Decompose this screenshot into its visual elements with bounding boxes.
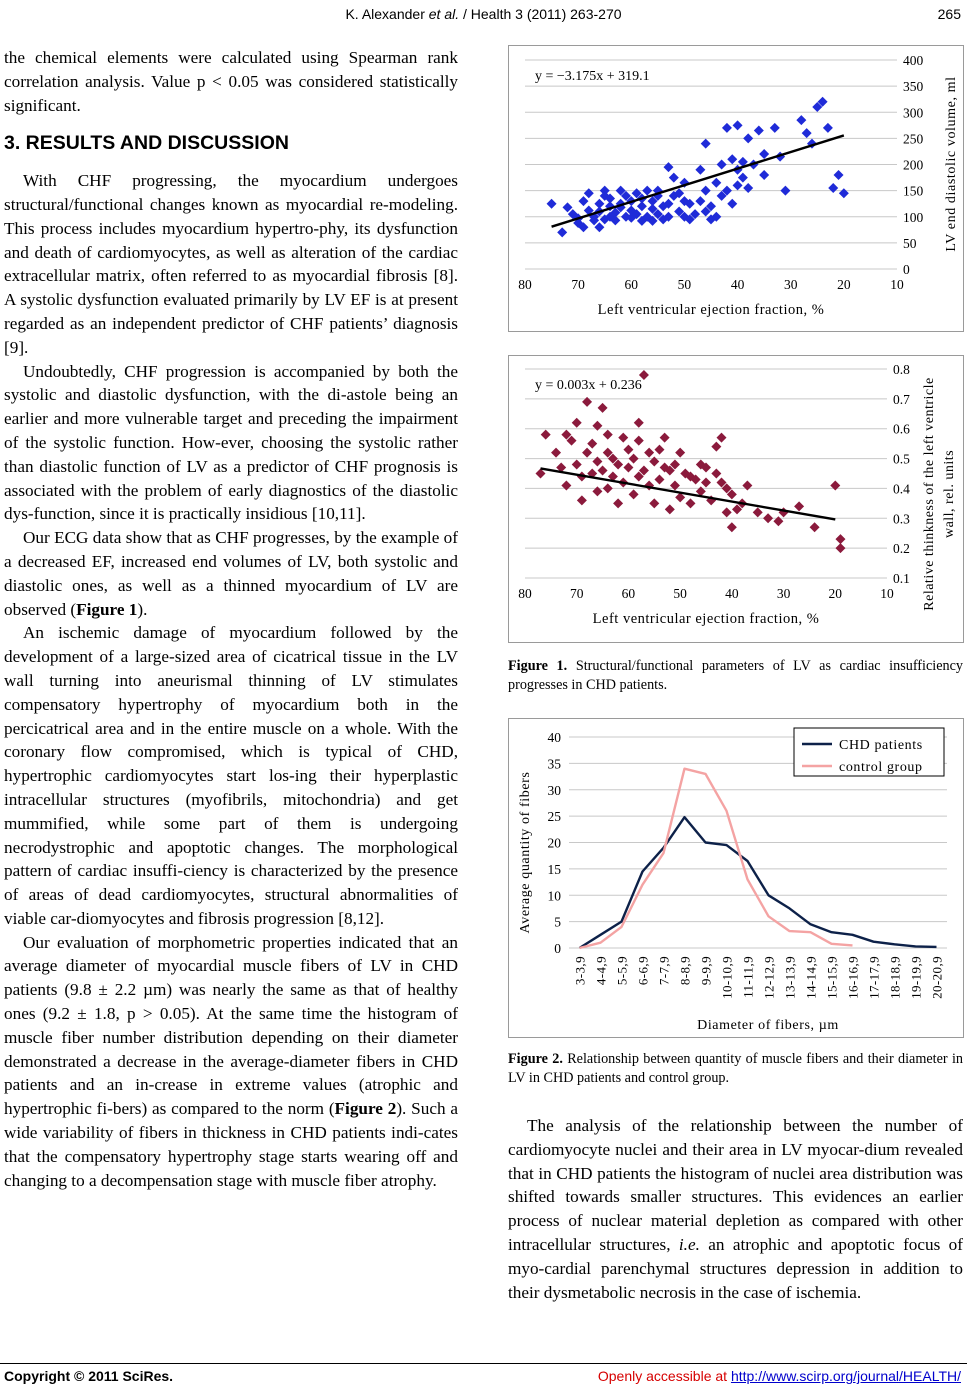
x-tick-label: 15-15,9 bbox=[824, 956, 840, 999]
paragraph bbox=[508, 1114, 963, 1304]
data-point bbox=[634, 418, 644, 428]
x-tick-label: 20 bbox=[828, 586, 843, 601]
figure-reference: Figure 2 bbox=[334, 1099, 397, 1119]
series-line bbox=[580, 817, 937, 948]
legend-label: control group bbox=[839, 760, 923, 775]
data-point bbox=[794, 501, 804, 511]
data-point bbox=[701, 139, 711, 149]
data-point bbox=[711, 442, 721, 452]
y-tick-label: 35 bbox=[547, 756, 561, 772]
data-point bbox=[603, 483, 613, 493]
y-axis-label: wall, rel. units bbox=[942, 449, 957, 539]
data-point bbox=[613, 498, 623, 508]
data-point bbox=[660, 433, 670, 443]
data-point bbox=[634, 436, 644, 446]
data-point bbox=[663, 162, 673, 172]
x-tick-label: 20-20,9 bbox=[929, 956, 945, 999]
data-point bbox=[701, 186, 711, 196]
data-point bbox=[654, 445, 664, 455]
y-tick-label: 20 bbox=[547, 835, 561, 851]
left-column bbox=[4, 46, 458, 1192]
x-axis-label: Left ventricular ejection fraction, % bbox=[592, 611, 820, 627]
trend-equation: y = −3.175x + 319.1 bbox=[535, 69, 650, 84]
data-point bbox=[711, 469, 721, 479]
x-tick-label: 17-17,9 bbox=[866, 956, 882, 999]
data-point bbox=[669, 173, 679, 183]
x-tick-label: 8-8,9 bbox=[677, 956, 693, 986]
data-point bbox=[603, 430, 613, 440]
x-axis-label: Diameter of fibers, µm bbox=[697, 1018, 839, 1033]
data-point bbox=[551, 448, 561, 458]
x-tick-label: 13-13,9 bbox=[782, 956, 798, 999]
y-tick-label: 400 bbox=[903, 53, 924, 68]
y-tick-label: 10 bbox=[547, 888, 561, 904]
x-tick-label: 16-16,9 bbox=[845, 956, 861, 999]
data-point bbox=[780, 186, 790, 196]
data-point bbox=[582, 448, 592, 458]
y-tick-label: 0.2 bbox=[893, 541, 910, 557]
data-point bbox=[561, 480, 571, 490]
x-tick-label: 6-6,9 bbox=[635, 956, 651, 986]
data-point bbox=[649, 457, 659, 467]
data-point bbox=[594, 222, 604, 232]
data-point bbox=[642, 186, 652, 196]
x-tick-label: 10-10,9 bbox=[719, 956, 735, 999]
data-point bbox=[598, 403, 608, 413]
paragraph: Undoubtedly, CHF progression is accompanied by both the systolic and diastolic dysfunction, with the di-astole being an earlier and more vulnerable target and preceding the impairment of the systolic function. How-ever, choosing the systolic rather than diastolic function of LV as a predictor of CHF prognosis is associated with the problem of early diagnostics of the diastolic dys-function, since it is practically insidious [10,11]. bbox=[4, 361, 458, 524]
data-point bbox=[623, 463, 633, 473]
data-point bbox=[547, 199, 557, 209]
data-point bbox=[675, 448, 685, 458]
paragraph-text: The analysis of the relationship between the number of cardiomyocyte nuclei and their area in LV myocar-dium revealed that in CHD patients the histogram of nuclei area distribution was shifted towards smaller structures. This evidences an earlier process of nuclear material depletion as compared with other intracellular structures, bbox=[508, 1116, 963, 1254]
paragraph bbox=[4, 931, 458, 1193]
footer-rule bbox=[0, 1363, 967, 1364]
data-point bbox=[665, 504, 675, 514]
data-point bbox=[717, 160, 727, 170]
caption-label: Figure 2. bbox=[508, 1051, 563, 1067]
caption-text: Structural/functional parameters of LV as cardiac insufficiency progresses in CHD patients. bbox=[508, 658, 963, 693]
data-point bbox=[754, 126, 764, 136]
y-tick-label: 5 bbox=[554, 914, 561, 930]
x-tick-label: 4-4,9 bbox=[593, 956, 609, 986]
data-point bbox=[733, 180, 743, 190]
data-point bbox=[670, 480, 680, 490]
y-axis-label: Relative thinkness of the left ventricle bbox=[922, 377, 937, 611]
y-tick-label: 0 bbox=[554, 941, 561, 956]
data-point bbox=[733, 120, 743, 130]
data-point bbox=[623, 445, 633, 455]
figure-reference: Figure 1 bbox=[76, 599, 138, 619]
paragraph-text: ). Such a wide variability of fibers in thickness in CHD patients indi-cates that the compensatory hypertrophy stage starts wearing off and changing to a decompensation stage with muscle fiber atrophy. bbox=[4, 1099, 458, 1190]
chart-c-svg bbox=[509, 719, 963, 1037]
figure2-caption bbox=[508, 1050, 963, 1088]
y-axis-label: Average quantity of fibers bbox=[518, 771, 533, 934]
paragraph-text: i.e. bbox=[678, 1234, 700, 1254]
page-number: 265 bbox=[937, 6, 961, 22]
data-point bbox=[743, 133, 753, 143]
data-point bbox=[618, 433, 628, 443]
data-point bbox=[722, 123, 732, 133]
y-tick-label: 50 bbox=[903, 235, 917, 251]
paragraph-text: an atrophic and apoptotic focus of myo-cardial parenchymal structures depression in addition to their dysmetabolic necrosis in the case of ischemia. bbox=[508, 1234, 963, 1302]
data-point bbox=[541, 430, 551, 440]
chart-b-svg bbox=[509, 356, 963, 642]
y-tick-label: 150 bbox=[903, 183, 924, 199]
access-text: Openly accessible at bbox=[597, 1368, 731, 1384]
data-point bbox=[839, 188, 849, 198]
data-point bbox=[727, 199, 737, 209]
figure2-chart bbox=[508, 718, 964, 1038]
data-point bbox=[834, 170, 844, 180]
chart-a-svg bbox=[509, 46, 963, 331]
data-point bbox=[557, 227, 567, 237]
data-point bbox=[727, 154, 737, 164]
data-point bbox=[592, 457, 602, 467]
y-tick-label: 100 bbox=[903, 209, 924, 225]
data-point bbox=[711, 178, 721, 188]
data-point bbox=[835, 534, 845, 544]
data-point bbox=[759, 170, 769, 180]
x-tick-label: 10 bbox=[880, 586, 894, 601]
data-point bbox=[592, 421, 602, 431]
paragraph-text: Our ECG data show that as CHF progresses, by the example of a decreased EF, increased end volumes of LV, both systolic and diastolic ones, as well as a thinned myocardium of LV are observed ( bbox=[4, 528, 458, 619]
paragraph bbox=[4, 526, 458, 621]
data-point bbox=[563, 202, 573, 212]
y-tick-label: 0.1 bbox=[893, 571, 910, 586]
y-tick-label: 0.6 bbox=[893, 421, 910, 437]
y-tick-label: 250 bbox=[903, 131, 924, 147]
paragraph: With CHF progressing, the myocardium undergoes structural/functional changes known as myocardial re-modeling. This process includes myocardium hypertro-phy, its dysfunction and death of cardiomyocytes, as well as alteration of the cardiac extracellular matrix, often referred to as myocardial fibrosis [8]. A systolic dysfunction evaluated primarily by LV EF is at present regarded as an independent predictor of CHF patients’ diagnosis [9]. bbox=[4, 171, 458, 357]
data-point bbox=[644, 448, 654, 458]
data-point bbox=[828, 183, 838, 193]
data-point bbox=[738, 173, 748, 183]
data-point bbox=[835, 543, 845, 553]
copyright: Copyright © 2011 SciRes. bbox=[4, 1368, 174, 1384]
data-point bbox=[773, 516, 783, 526]
y-tick-label: 0.5 bbox=[893, 451, 910, 467]
data-point bbox=[598, 466, 608, 476]
data-point bbox=[717, 433, 727, 443]
data-point bbox=[582, 397, 592, 407]
data-point bbox=[695, 165, 705, 175]
y-tick-label: 40 bbox=[547, 730, 561, 745]
data-point bbox=[629, 489, 639, 499]
data-point bbox=[701, 477, 711, 487]
data-point bbox=[584, 188, 594, 198]
y-tick-label: 350 bbox=[903, 79, 924, 95]
caption-text: Relationship between quantity of muscle fibers and their diameter in LV in CHD patients and control group. bbox=[508, 1051, 963, 1086]
x-tick-label: 10 bbox=[890, 277, 904, 292]
x-tick-label: 70 bbox=[571, 277, 585, 292]
y-tick-label: 0.4 bbox=[893, 481, 910, 497]
x-tick-label: 30 bbox=[783, 277, 798, 292]
x-tick-label: 5-5,9 bbox=[614, 956, 630, 986]
x-tick-label: 50 bbox=[677, 277, 692, 292]
x-tick-label: 60 bbox=[624, 277, 639, 292]
paragraph: An ischemic damage of myocardium followed by the development of a large-sized area of cicatrical tissue in the LV wall turning into aneurismal thinning of LV stimulates compensatory hypertrophy of myocardium both in the percicatrical area and in the entire muscle on a whole. With the coronary flow compromised, which is typical of CHD, hypertrophic cardiomyocytes start los-ing their hyperplastic intracellular structures (myofibrils, mitochondria) and get mummified, while some part of them is undergoing necrodystrophic and apoptotic changes. The morphological pattern of cardiac insuffi-ciency is characterized by the presence of areas of dead cardiomyocytes, structural abnormalities of viable car-diomyocytes and fibrosis progression [8,12]. bbox=[4, 623, 458, 928]
figure1-chart-a bbox=[508, 45, 964, 332]
y-tick-label: 30 bbox=[547, 782, 561, 798]
data-point bbox=[577, 495, 587, 505]
figure1-chart-b bbox=[508, 355, 964, 643]
x-axis-label: Left ventricular ejection fraction, % bbox=[597, 302, 825, 318]
y-tick-label: 15 bbox=[547, 861, 561, 877]
data-point bbox=[830, 480, 840, 490]
data-point bbox=[742, 480, 752, 490]
data-point bbox=[727, 522, 737, 532]
trend-equation: y = 0.003x + 0.236 bbox=[535, 378, 642, 393]
data-point bbox=[796, 115, 806, 125]
x-tick-label: 18-18,9 bbox=[887, 956, 903, 999]
data-point bbox=[572, 460, 582, 470]
data-point bbox=[578, 196, 588, 206]
x-tick-label: 50 bbox=[673, 586, 687, 601]
x-tick-label: 40 bbox=[730, 277, 745, 292]
legend-label: CHD patients bbox=[839, 738, 923, 753]
x-tick-label: 40 bbox=[725, 586, 739, 601]
figure1-caption bbox=[508, 657, 963, 695]
y-tick-label: 0.3 bbox=[893, 511, 910, 527]
data-point bbox=[753, 507, 763, 517]
x-tick-label: 19-19,9 bbox=[908, 956, 924, 999]
data-point bbox=[810, 522, 820, 532]
x-tick-label: 30 bbox=[776, 586, 791, 601]
y-tick-label: 200 bbox=[903, 157, 924, 173]
y-tick-label: 0.7 bbox=[893, 391, 910, 407]
x-tick-label: 14-14,9 bbox=[803, 956, 819, 999]
x-tick-label: 3-3,9 bbox=[572, 956, 588, 986]
x-tick-label: 60 bbox=[621, 586, 636, 601]
access-note bbox=[598, 1368, 961, 1384]
right-column bbox=[508, 1114, 963, 1304]
x-tick-label: 11-11,9 bbox=[740, 956, 756, 998]
x-tick-label: 20 bbox=[837, 277, 851, 292]
data-point bbox=[763, 513, 773, 523]
data-point bbox=[685, 498, 695, 508]
header-journal: / Health 3 (2011) 263-270 bbox=[459, 6, 622, 22]
paragraph-text: ). bbox=[137, 599, 148, 619]
data-point bbox=[695, 196, 705, 206]
y-tick-label: 25 bbox=[547, 809, 561, 825]
caption-label: Figure 1. bbox=[508, 658, 568, 674]
journal-link[interactable]: http://www.scirp.org/journal/HEALTH/ bbox=[730, 1368, 961, 1384]
x-tick-label: 80 bbox=[518, 277, 532, 292]
y-tick-label: 0 bbox=[903, 262, 910, 277]
header-etal: et al. bbox=[428, 6, 460, 22]
paragraph: the chemical elements were calculated using Spearman rank correlation analysis. Value p < 0.05 was considered statistically significant. bbox=[4, 48, 458, 115]
data-point bbox=[759, 149, 769, 159]
data-point bbox=[802, 128, 812, 138]
x-tick-label: 70 bbox=[569, 586, 584, 601]
y-tick-label: 300 bbox=[903, 105, 924, 121]
x-tick-label: 80 bbox=[518, 586, 532, 601]
data-point bbox=[823, 123, 833, 133]
data-point bbox=[587, 439, 597, 449]
data-point bbox=[572, 418, 582, 428]
data-point bbox=[592, 486, 602, 496]
data-point bbox=[649, 498, 659, 508]
data-point bbox=[743, 183, 753, 193]
x-tick-label: 7-7,9 bbox=[656, 956, 672, 986]
y-axis-label: LV end diastolic volume, ml bbox=[944, 76, 959, 252]
y-tick-label: 0.8 bbox=[893, 362, 910, 377]
header-authors: K. Alexander bbox=[345, 6, 429, 22]
x-tick-label: 9-9,9 bbox=[698, 956, 714, 986]
data-point bbox=[629, 454, 639, 464]
data-point bbox=[654, 474, 664, 484]
x-tick-label: 12-12,9 bbox=[761, 956, 777, 999]
data-point bbox=[722, 507, 732, 517]
running-header bbox=[0, 6, 967, 22]
paragraph-text: Our evaluation of morphometric properties indicated that an average diameter of myocardial muscle fibers of LV in CHD patients (9.8 ± 2.2 µm) was nearly the same as that of healthy ones (9.2 ± 1.8, p > 0.05). At the same time the histogram of muscle fiber number distribution depending on their diameter demonstrated a decrease in the average-diameter fibers in CHD patients and an in-crease in extreme values (atrophic and hypertrophic fi-bers) as compared to the norm ( bbox=[4, 932, 458, 1119]
section-title: 3. RESULTS AND DISCUSSION bbox=[4, 132, 289, 155]
data-point bbox=[770, 123, 780, 133]
